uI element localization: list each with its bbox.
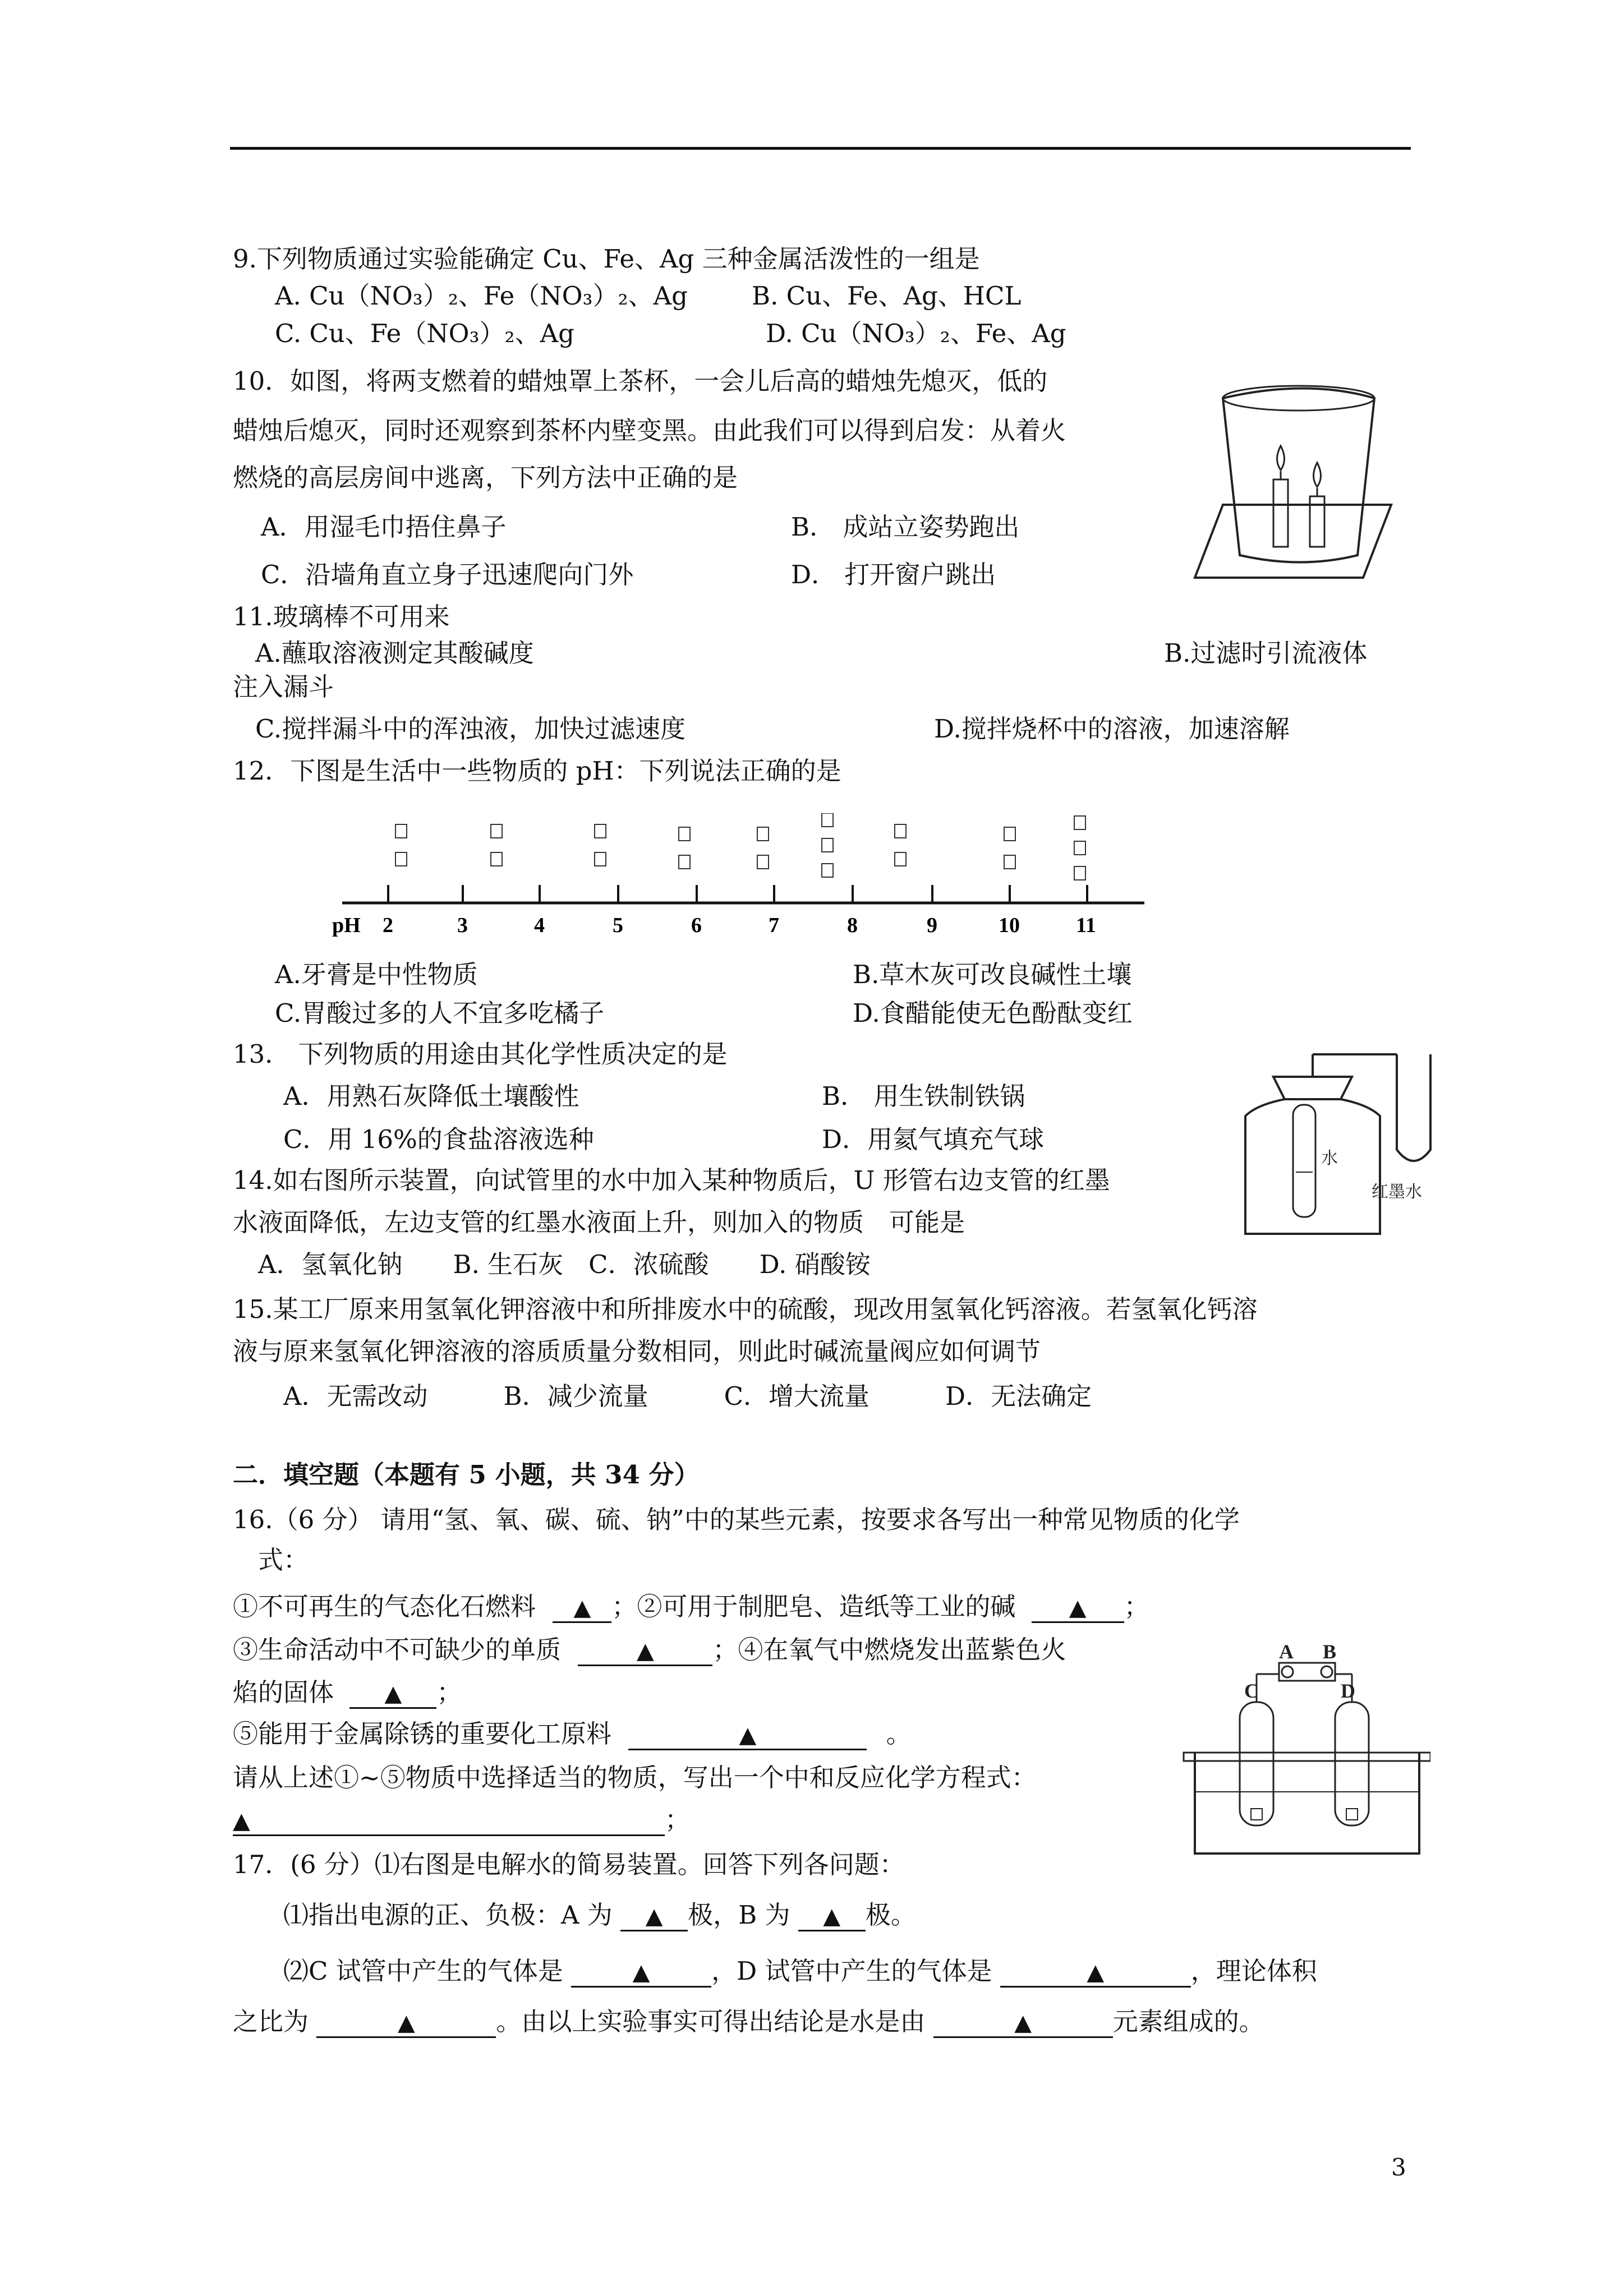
q14-line1: 14.如右图所示装置，向试管里的水中加入某种物质后，U 形管右边支管的红墨 (233, 1165, 1110, 1195)
figure-label-c: C (1244, 1680, 1259, 1702)
q9-option-c: C. Cu、Fe（NO₃）₂、Ag (275, 319, 574, 348)
q16-line7: 请从上述①~⑤物质中选择适当的物质，写出一个中和反应化学方程式： (233, 1763, 1037, 1792)
q17-line4: 之比为 ▲ 。由以上实验事实可得出结论是水是由 ▲ 元素组成的。 (233, 2005, 1264, 2039)
q10-option-d: D． 打开窗户跳出 (791, 560, 996, 589)
q17-line2: ⑴指出电源的正、负极：A 为 ▲ 极，B 为 ▲ 极。 (283, 1898, 916, 1932)
q13-option-c: C．用 16%的食盐溶液选种 (283, 1124, 594, 1154)
q16-line1: 16.（6 分） 请用“氢、氧、碳、硫、钠”中的某些元素，按要求各写出一种常见物质的化学 (233, 1505, 1240, 1534)
q17-line3: ⑵C 试管中产生的气体是 ▲ ，D 试管中产生的气体是 ▲ ，理论体积 (283, 1954, 1317, 1988)
ph-axis-label: pH (332, 914, 361, 937)
q9-stem: 9.下列物质通过实验能确定 Cu、Fe、Ag 三种金属活泼性的一组是 (233, 244, 980, 274)
ph-placeholder-box (1004, 827, 1015, 841)
ph-scale-figure (331, 813, 1150, 942)
q16-line8: ▲ ； (233, 1803, 690, 1837)
q12-option-a: A.牙膏是中性物质 (275, 960, 478, 989)
q16-blank-4[interactable]: ▲ (349, 1678, 436, 1709)
q13-option-a: A．用熟石灰降低土壤酸性 (283, 1081, 579, 1111)
q14-line2: 水液面降低，左边支管的红墨水液面上升，则加入的物质 可能是 (233, 1207, 965, 1237)
q9-option-b: B. Cu、Fe、Ag、HCL (752, 281, 1022, 311)
q10-option-a: A．用湿毛巾捂住鼻子 (261, 512, 507, 542)
q9-option-d: D. Cu（NO₃）₂、Fe、Ag (766, 319, 1066, 348)
q17-blank-gas-c[interactable]: ▲ (571, 1957, 711, 1988)
q16-line6: ⑤能用于金属除锈的重要化工原料 ▲ 。 (233, 1717, 912, 1751)
q11-option-d: D.搅拌烧杯中的溶液，加速溶解 (934, 714, 1290, 744)
q12-option-b: B.草木灰可改良碱性土壤 (853, 960, 1132, 989)
q14-options: A．氢氧化钠 B. 生石灰 C．浓硫酸 D. 硝酸铵 (258, 1250, 871, 1279)
q17-blank-b-pole[interactable]: ▲ (798, 1901, 866, 1931)
q10-option-c: C．沿墙角直立身子迅速爬向门外 (261, 560, 634, 589)
q11-option-b-cont: 注入漏斗 (233, 672, 334, 702)
q16-blank-3[interactable]: ▲ (578, 1635, 712, 1666)
q15-line2: 液与原来氢氧化钾溶液的溶质质量分数相同，则此时碱流量阀应如何调节 (233, 1336, 1041, 1366)
q11-option-a: A.蘸取溶液测定其酸碱度 (255, 638, 534, 668)
ph-tick-label-3: 3 (457, 914, 468, 937)
q17-blank-gas-d[interactable]: ▲ (1000, 1957, 1191, 1988)
figure-label-a: A (1279, 1640, 1294, 1663)
ph-tick-label-2: 2 (383, 914, 393, 937)
q16-part1-text: ①不可再生的气态化石燃料 (233, 1592, 536, 1621)
q17-blank-ratio[interactable]: ▲ (316, 2007, 496, 2038)
q11-stem: 11.玻璃棒不可用来 (233, 602, 450, 631)
ph-tick-label-8: 8 (847, 914, 858, 937)
q16-line4 (233, 1633, 1066, 1667)
ph-placeholder-box (679, 827, 690, 841)
ph-placeholder-box (1074, 816, 1085, 829)
figure-label-red-ink: 红墨水 (1372, 1182, 1422, 1202)
q15-options: A．无需改动 B．减少流量 C．增大流量 D．无法确定 (283, 1381, 1092, 1411)
q16-part2-text: ；②可用于制肥皂、造纸等工业的碱 (611, 1592, 1016, 1621)
ph-placeholder-box (595, 852, 606, 866)
q11-option-b: B.过滤时引流液体 (1164, 638, 1368, 668)
ph-placeholder-box (822, 838, 833, 852)
ph-placeholder-box (822, 864, 833, 877)
ph-placeholder-box (1074, 866, 1085, 880)
q16-blank-2[interactable]: ▲ (1032, 1592, 1124, 1623)
figure-label-d: D (1341, 1680, 1355, 1702)
q16-part4-text: ；④在氧气中燃烧发出蓝紫色火 (712, 1635, 1066, 1665)
ph-tick-label-4: 4 (534, 914, 545, 937)
ph-tick-label-9: 9 (927, 914, 937, 937)
u-tube-figure (1234, 1043, 1459, 1245)
q17-blank-elements[interactable]: ▲ (933, 2007, 1113, 2038)
ph-placeholder-box (895, 852, 906, 866)
q9-option-a: A. Cu（NO₃）₂、Fe（NO₃）₂、Ag (275, 281, 688, 311)
q16-part6-text: ⑤能用于金属除锈的重要化工原料 (233, 1719, 612, 1749)
q17-line1: 17．(6 分）⑴右图是电解水的简易装置。回答下列各问题： (233, 1850, 905, 1879)
header-rule (230, 147, 1411, 150)
ph-placeholder-box (1004, 855, 1015, 869)
ph-placeholder-box (395, 852, 407, 866)
q16-blank-equation[interactable]: ▲ (233, 1805, 665, 1836)
ph-placeholder-box (491, 852, 502, 866)
electrolysis-figure (1172, 1640, 1430, 1865)
ph-placeholder-box (395, 824, 407, 838)
q11-option-c: C.搅拌漏斗中的浑浊液，加快过滤速度 (255, 714, 686, 744)
ph-placeholder-box (895, 824, 906, 838)
q16-line2: 式： (258, 1545, 309, 1575)
q16-line3: ①不可再生的气态化石燃料 ▲ ；②可用于制肥皂、造纸等工业的碱 ▲ ； (233, 1590, 1149, 1624)
ph-tick-label-7: 7 (769, 914, 779, 937)
q16-blank-1[interactable]: ▲ (553, 1592, 611, 1623)
q13-stem: 13． 下列物质的用途由其化学性质决定的是 (233, 1039, 728, 1069)
q13-option-b: B． 用生铁制铁锅 (822, 1081, 1025, 1111)
ph-placeholder-box (679, 855, 690, 869)
q15-line1: 15.某工厂原来用氢氧化钾溶液中和所排废水中的硫酸，现改用氢氧化钙溶液。若氢氧化钙溶 (233, 1294, 1258, 1324)
q16-line5: 焰的固体 ▲ ； (233, 1676, 462, 1709)
ph-tick-label-10: 10 (999, 914, 1020, 937)
q10-option-b: B． 成站立姿势跑出 (791, 512, 1020, 542)
ph-placeholder-box (1074, 841, 1085, 855)
q10-line2: 蜡烛后熄灭，同时还观察到茶杯内壁变黑。由此我们可以得到启发：从着火 (233, 416, 1066, 445)
ph-placeholder-box (757, 827, 769, 841)
q13-option-d: D．用氦气填充气球 (822, 1124, 1045, 1154)
q16-part5-text: 焰的固体 (233, 1677, 334, 1707)
page-number: 3 (1391, 2154, 1406, 2181)
ph-placeholder-box (491, 824, 502, 838)
figure-label-b: B (1323, 1640, 1337, 1663)
ph-placeholder-box (595, 824, 606, 838)
q12-option-c: C.胃酸过多的人不宜多吃橘子 (275, 998, 605, 1028)
q17-blank-a-pole[interactable]: ▲ (620, 1901, 688, 1931)
ph-tick-label-5: 5 (613, 914, 623, 937)
q12-stem: 12．下图是生活中一些物质的 pH：下列说法正确的是 (233, 756, 841, 786)
q10-line3: 燃烧的高层房间中逃离，下列方法中正确的是 (233, 463, 738, 492)
figure-label-water: 水 (1321, 1149, 1338, 1168)
ph-tick-label-11: 11 (1076, 914, 1096, 937)
q16-blank-5[interactable]: ▲ (628, 1719, 867, 1750)
section-2-title: 二．填空题（本题有 5 小题，共 34 分） (233, 1460, 700, 1490)
candle-cup-figure (1189, 381, 1397, 589)
q16-part3-text: ③生命活动中不可缺少的单质 (233, 1635, 562, 1665)
ph-placeholder-box (757, 855, 769, 869)
q12-option-d: D.食醋能使无色酚酞变红 (853, 998, 1133, 1028)
ph-placeholder-box (822, 813, 833, 827)
q10-line1: 10．如图，将两支燃着的蜡烛罩上茶杯，一会儿后高的蜡烛先熄灭，低的 (233, 366, 1048, 396)
ph-tick-label-6: 6 (691, 914, 702, 937)
